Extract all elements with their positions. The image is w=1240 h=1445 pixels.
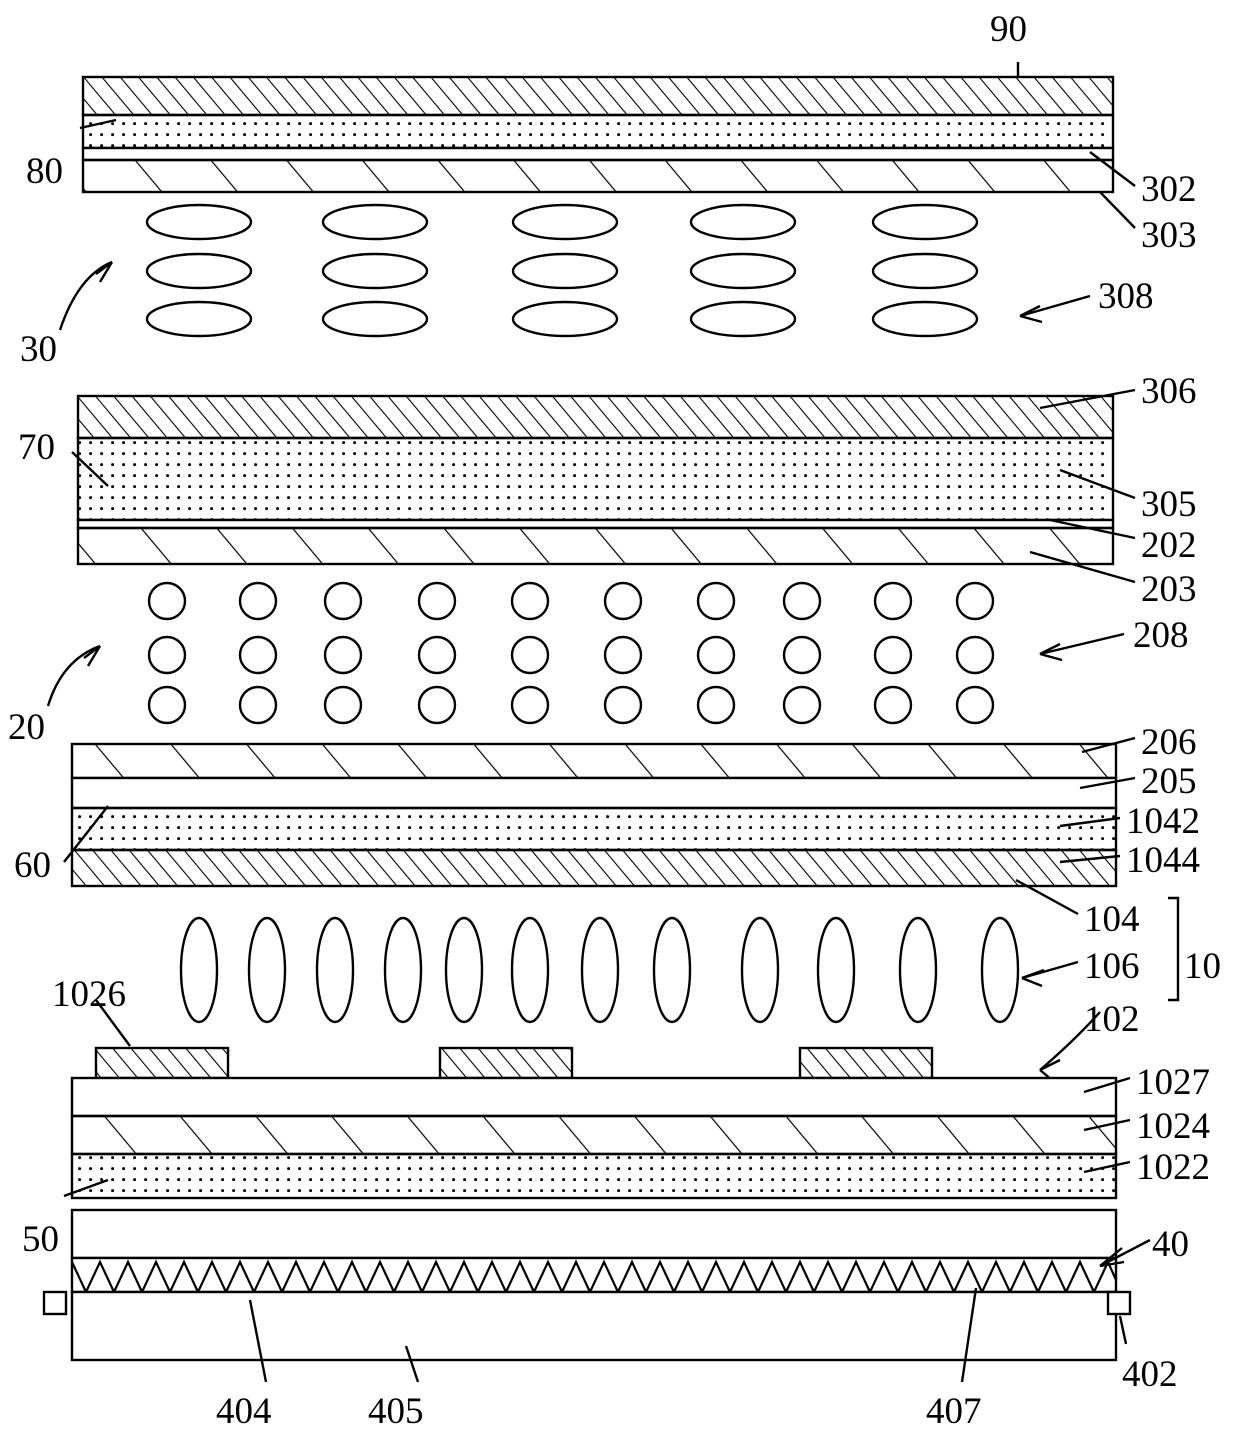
lc-ellipses-308: [147, 205, 977, 336]
label-60: 60: [14, 845, 51, 886]
label-102: 102: [1084, 999, 1140, 1040]
label-50: 50: [22, 1219, 59, 1260]
label-208: 208: [1133, 615, 1189, 656]
label-1044: 1044: [1126, 840, 1200, 881]
label-104: 104: [1084, 899, 1140, 940]
label-90: 90: [990, 9, 1027, 50]
label-20: 20: [8, 707, 45, 748]
top-panel-group: [83, 77, 1113, 192]
layer-50-rect: [72, 1210, 1116, 1258]
second-panel-group: [78, 396, 1113, 564]
label-202: 202: [1141, 525, 1197, 566]
fourth-panel-group: [72, 1078, 1116, 1198]
light-guide-plate: [72, 1292, 1116, 1360]
lc-circles-208: [149, 583, 993, 723]
label-407: 407: [926, 1391, 982, 1432]
label-404: 404: [216, 1391, 272, 1432]
label-205: 205: [1141, 761, 1197, 802]
label-1042: 1042: [1126, 801, 1200, 842]
label-1026: 1026: [52, 974, 126, 1015]
label-10: 10: [1184, 946, 1221, 987]
label-203: 203: [1141, 569, 1197, 610]
led-left-402: [44, 1292, 66, 1314]
label-1022: 1022: [1136, 1147, 1210, 1188]
label-308: 308: [1098, 276, 1154, 317]
label-1024: 1024: [1136, 1106, 1210, 1147]
label-206: 206: [1141, 722, 1197, 763]
third-panel-group: [72, 744, 1116, 886]
label-302: 302: [1141, 169, 1197, 210]
label-80: 80: [26, 151, 63, 192]
label-306: 306: [1141, 371, 1197, 412]
label-303: 303: [1141, 215, 1197, 256]
label-40: 40: [1152, 1224, 1189, 1265]
prism-sheet-407: [72, 1258, 1116, 1292]
lc-ellipses-106: [181, 918, 1018, 1022]
electrode-blocks-1026: [96, 1048, 932, 1078]
label-70: 70: [18, 427, 55, 468]
label-30: 30: [20, 329, 57, 370]
label-402: 402: [1122, 1354, 1178, 1395]
label-106: 106: [1084, 946, 1140, 987]
label-1027: 1027: [1136, 1062, 1210, 1103]
led-right-402: [1108, 1292, 1130, 1314]
label-405: 405: [368, 1391, 424, 1432]
label-305: 305: [1141, 484, 1197, 525]
